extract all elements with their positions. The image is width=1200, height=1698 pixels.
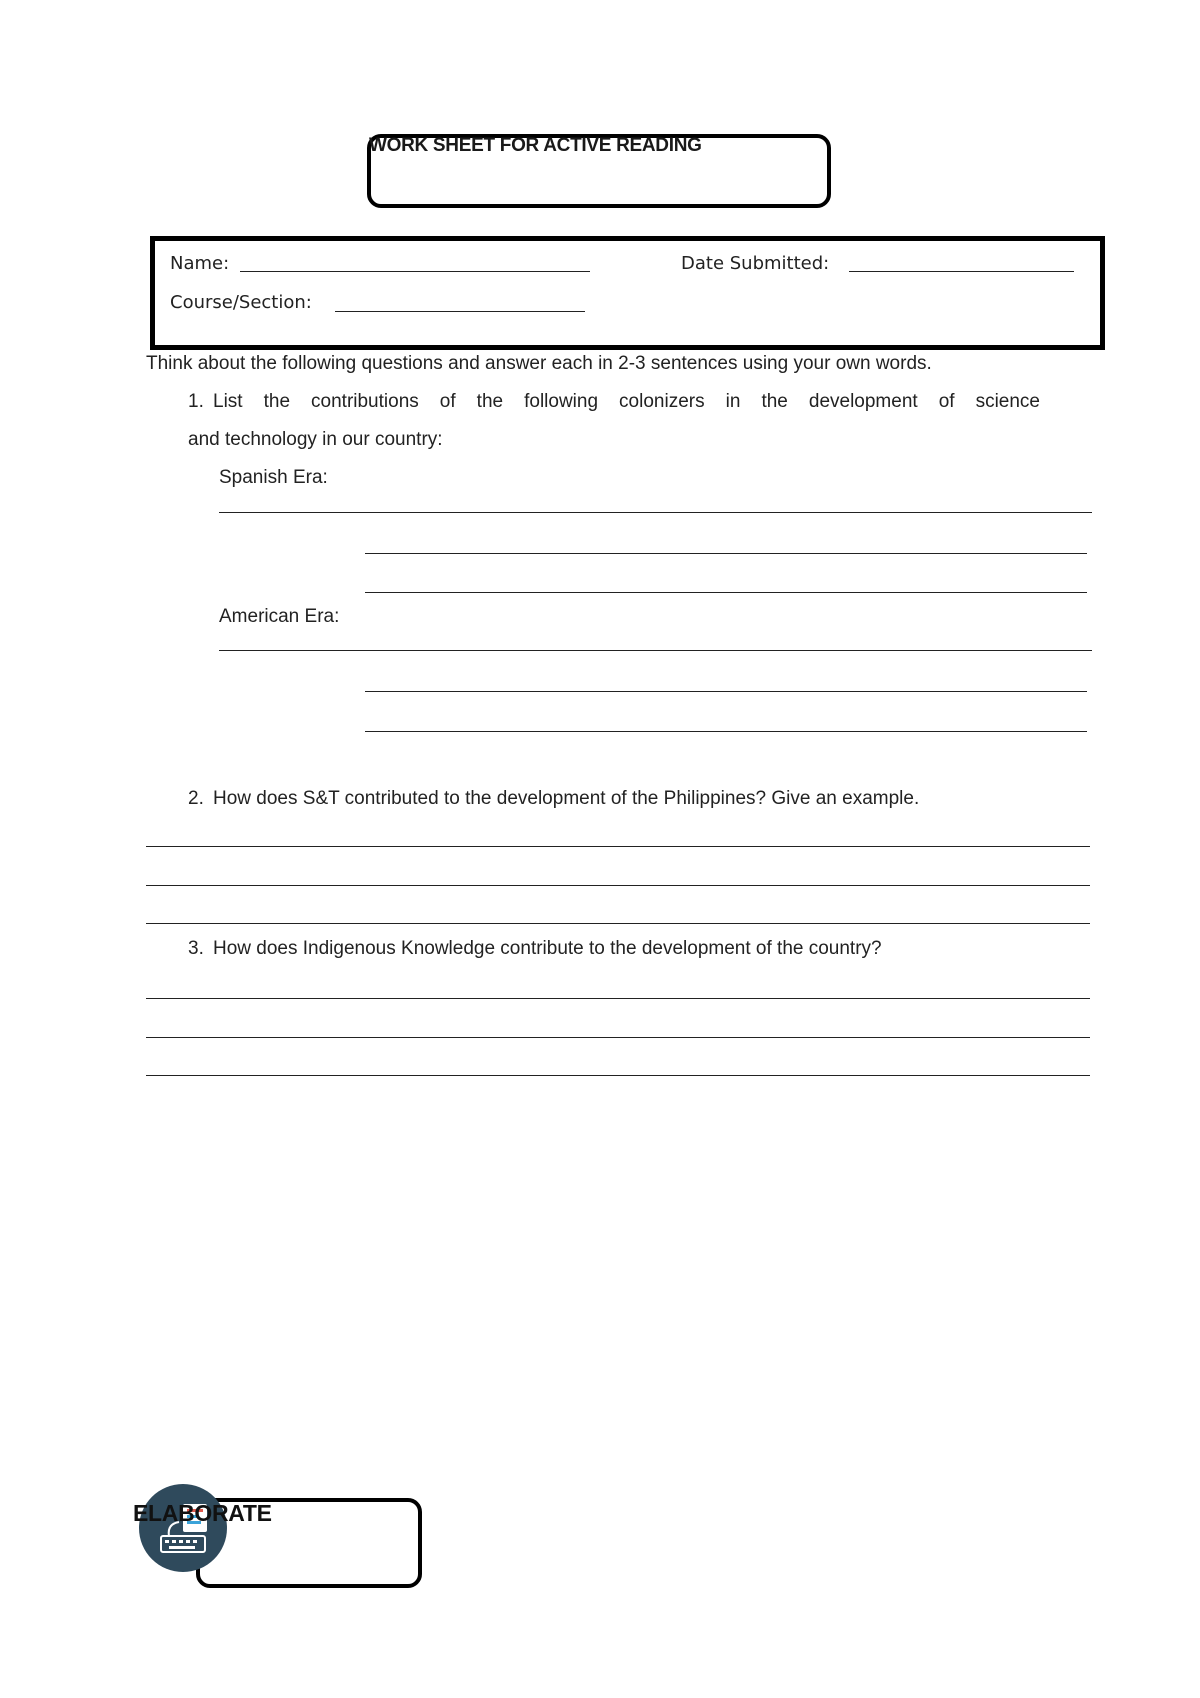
question-1-number: 1.: [188, 391, 204, 412]
spanish-era-label: Spanish Era:: [219, 467, 328, 488]
american-answer-line[interactable]: [365, 731, 1087, 732]
elaborate-label: ELABORATE: [133, 1500, 272, 1526]
question-3-text: How does Indigenous Knowledge contribute to the development of the country?: [213, 938, 882, 959]
question-2-answer-line[interactable]: [146, 846, 1090, 847]
date-submitted-field[interactable]: [849, 271, 1074, 272]
question-1-text: List the contributions of the following colonizers in the development of science: [213, 391, 1040, 412]
worksheet-title: WORK SHEET FOR ACTIVE READING: [369, 135, 702, 156]
date-submitted-label: Date Submitted:: [681, 253, 830, 274]
spanish-answer-line[interactable]: [365, 592, 1087, 593]
computer-keyboard-icon: [139, 1484, 227, 1572]
name-field[interactable]: [240, 271, 590, 272]
question-3-answer-line[interactable]: [146, 1075, 1090, 1076]
course-section-label: Course/Section:: [170, 292, 312, 313]
american-era-label: American Era:: [219, 606, 340, 627]
american-answer-line[interactable]: [365, 691, 1087, 692]
spanish-answer-line[interactable]: [365, 553, 1087, 554]
name-label: Name:: [170, 253, 230, 274]
question-2-answer-line[interactable]: [146, 885, 1090, 886]
question-2-number: 2.: [188, 788, 204, 809]
question-3-answer-line[interactable]: [146, 1037, 1090, 1038]
question-2-text: How does S&T contributed to the development of the Philippines? Give an example.: [213, 788, 920, 809]
spanish-answer-line[interactable]: [219, 512, 1092, 513]
question-3-number: 3.: [188, 938, 204, 959]
course-section-field[interactable]: [335, 311, 585, 312]
question-1-text-cont: and technology in our country:: [188, 429, 443, 450]
instructions: Think about the following questions and answer each in 2-3 sentences using your own words.: [146, 353, 932, 374]
question-3-answer-line[interactable]: [146, 998, 1090, 999]
american-answer-line[interactable]: [219, 650, 1092, 651]
question-2-answer-line[interactable]: [146, 923, 1090, 924]
